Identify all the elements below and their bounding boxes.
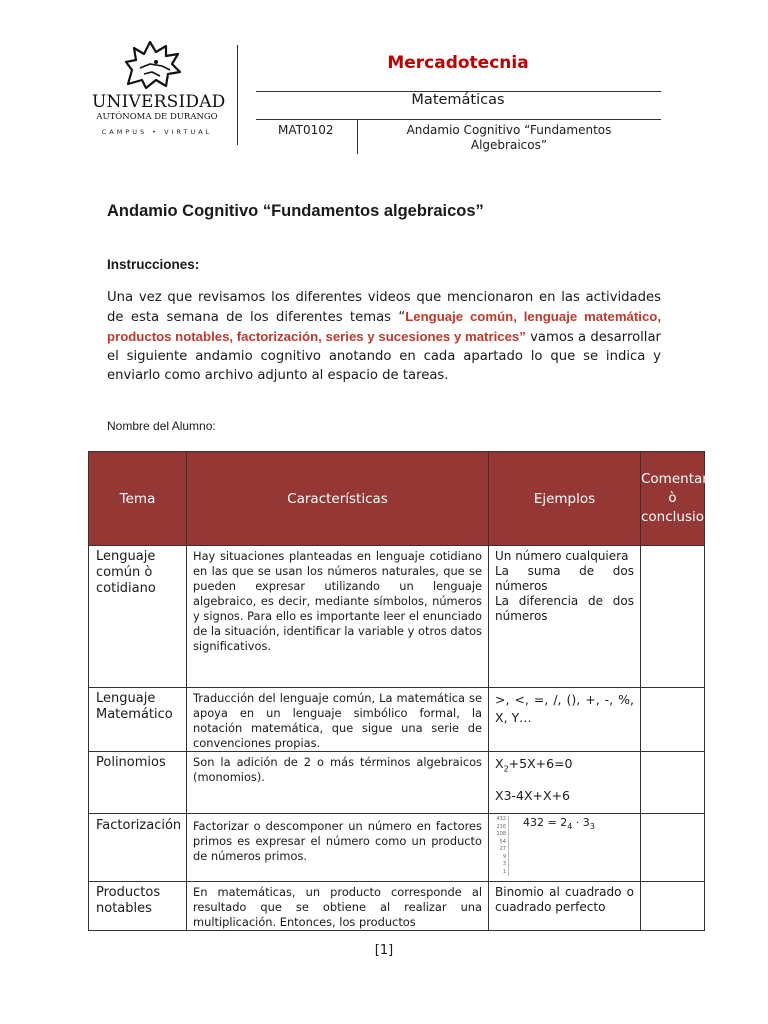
header-ejemplos: Ejemplos (489, 452, 641, 546)
header-tema: Tema (89, 452, 187, 546)
ladder-number: 1 (502, 868, 506, 875)
logo-line-2: AUTÓNOMA DE DURANGO (96, 112, 218, 122)
cell-tema: Lenguaje común ò cotidiano (89, 546, 187, 688)
cell-ejemplos (489, 814, 641, 882)
example-line: Binomio al cuadrado o cuadrado perfecto (495, 885, 634, 914)
ladder-number: 27 (499, 846, 506, 852)
cell-comentarios[interactable] (641, 688, 705, 752)
ladder-number: 216 (496, 823, 506, 830)
example-line: La suma de dos números (495, 564, 634, 593)
cell-comentarios[interactable] (641, 546, 705, 688)
example-line: La diferencia de dos números (495, 594, 634, 623)
logo-line-1: UNIVERSIDAD (92, 92, 226, 112)
cell-ejemplos (489, 882, 641, 931)
instructions-post: vamos a desarrollar el siguiente andamio cognitivo anotando en cada apartado lo que se indica y enviarlo como archivo adjunto al espacio de tareas. (107, 330, 661, 383)
cell-comentarios[interactable] (641, 752, 705, 814)
factorization-example: $432 = 2_4 \cdot 3_3$ (523, 816, 595, 832)
instructions-pre: Una vez que revisamos los diferentes videos que mencionaron en las actividades de esta semana de los diferentes temas “ (107, 290, 661, 325)
table-row (89, 752, 705, 814)
header-caracteristicas: Características (187, 452, 489, 546)
table-header-row (89, 452, 705, 546)
ladder-number: 108 (496, 831, 506, 837)
course-code: MAT0102 (278, 123, 334, 137)
instructions-highlight: Lenguaje común, lenguaje matemático, productos notables, factorización, series y sucesiones y matrices” (107, 309, 661, 344)
document-title: Andamio Cognitivo “Fundamentos algebraicos” (107, 202, 484, 220)
table-row (89, 546, 705, 688)
example-line: >, <, =, /, (), +, -, %, X, Y… (495, 692, 634, 725)
page-number: [1] (374, 943, 394, 958)
example-line: $X_2+5X+6=0$ (495, 756, 573, 774)
activity-name: Andamio Cognitivo “Fundamentos Algebraicos” (406, 123, 612, 152)
ladder-number: 9 (502, 853, 506, 860)
cell-ejemplos (489, 752, 641, 814)
cell-tema: Lenguaje Matemático (89, 688, 187, 752)
table-row (89, 688, 705, 752)
area-title: Matemáticas (411, 92, 505, 108)
cell-tema: Factorización (89, 814, 187, 882)
instructions-heading: Instrucciones: (107, 257, 200, 272)
cell-caracteristicas: Hay situaciones planteadas en lenguaje cotidiano en las que se usan los números naturales, que se pueden expresar utilizando un lenguaje algebraico, es decir, mediante símbolos, números y signos. Para ello es importante leer el enunciado de la situación, identificar la variable y otros datos significativos. (187, 546, 489, 688)
cell-ejemplos (489, 688, 641, 752)
cell-comentarios[interactable] (641, 814, 705, 882)
example-line: Un número cualquiera (495, 549, 629, 563)
table-row (89, 882, 705, 931)
cell-ejemplos (489, 546, 641, 688)
ladder-number: 3 (502, 861, 506, 867)
header-rule (256, 119, 661, 120)
university-logo (92, 40, 226, 140)
cell-tema: Productos notables (89, 882, 187, 931)
ladder-number: 432 (496, 816, 506, 822)
logo-line-3: CAMPUS • VIRTUAL (101, 128, 213, 136)
cognitive-scaffold-table (88, 451, 728, 931)
subject-title: Mercadotecnia (387, 53, 529, 73)
header-divider (357, 120, 358, 154)
cell-caracteristicas: En matemáticas, un producto corresponde al resultado que se obtiene al realizar una multiplicación. Entonces, los productos (187, 882, 489, 931)
cell-caracteristicas: Factorizar o descomponer un número en factores primos es expresar el número como un producto de números primos. (187, 814, 489, 882)
cell-caracteristicas: Traducción del lenguaje común, La matemática se apoya en un lenguaje simbólico formal, la notación matemática, que sigue una serie de convenciones propias. (187, 688, 489, 752)
ladder-number: 54 (499, 838, 506, 845)
cell-comentarios[interactable] (641, 882, 705, 931)
table-row (89, 814, 705, 882)
division-ladder (492, 816, 509, 876)
cell-tema: Polinomios (89, 752, 187, 814)
instructions-text (107, 288, 661, 385)
example-line: X3-4X+X+6 (495, 787, 571, 803)
wolf-head-icon (122, 40, 184, 92)
header-divider (237, 45, 238, 145)
cell-caracteristicas: Son la adición de 2 o más términos algebraicos (monomios). (187, 752, 489, 814)
header-comentarios: Comentarios ò conclusiones (641, 452, 705, 546)
student-name-label: Nombre del Alumno: (107, 419, 216, 433)
